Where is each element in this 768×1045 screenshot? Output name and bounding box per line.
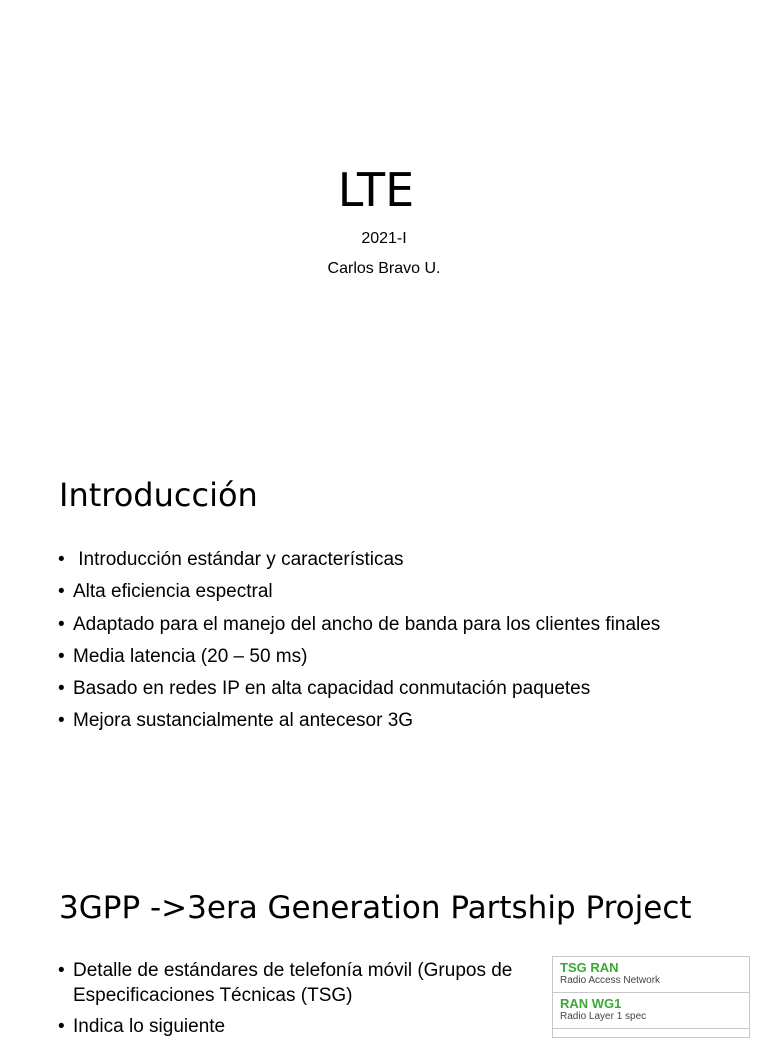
bullet-item xyxy=(58,580,758,612)
bullet-item xyxy=(58,645,758,677)
bullet-icon: • xyxy=(58,581,65,603)
bullet-text: Media latencia (20 – 50 ms) xyxy=(73,645,308,667)
bullet-icon: • xyxy=(58,1016,65,1037)
bullet-text: Adaptado para el manejo del ancho de banda para los clientes finales xyxy=(73,613,661,635)
bullet-text: Mejora sustancialmente al antecesor 3G xyxy=(73,710,414,732)
bullet-list xyxy=(58,958,528,1045)
bullet-text: Alta eficiencia espectral xyxy=(73,581,273,603)
bullet-item xyxy=(58,958,528,1008)
slide-subtitle-author: Carlos Bravo U. xyxy=(327,260,441,277)
tsg-row xyxy=(553,957,749,993)
slide-introduccion xyxy=(0,420,768,820)
bullet-text: Introducción estándar y características xyxy=(73,549,404,570)
slide-title xyxy=(0,0,768,400)
tsg-structure-image xyxy=(552,956,750,1038)
bullet-item xyxy=(58,677,758,709)
bullet-list xyxy=(58,548,758,742)
tsg-name: RAN WG1 xyxy=(560,996,622,1011)
bullet-item xyxy=(58,709,758,741)
tsg-description: Radio Layer 1 spec xyxy=(560,1011,647,1022)
slide-title-heading: LTE xyxy=(337,163,415,217)
tsg-description: Radio Access Network xyxy=(560,975,661,986)
bullet-icon: • xyxy=(58,645,65,667)
bullet-text: Basado en redes IP en alta capacidad conmutación paquetes xyxy=(73,678,591,700)
bullet-item xyxy=(58,548,758,580)
bullet-icon: • xyxy=(58,549,65,570)
tsg-name: TSG RAN xyxy=(560,960,619,975)
slide-heading: Introducción xyxy=(59,476,258,514)
bullet-icon: • xyxy=(58,678,65,700)
slide-subtitle-term: 2021-I xyxy=(361,230,407,247)
bullet-item xyxy=(58,1014,528,1039)
slide-heading: 3GPP ->3era Generation Partship Project xyxy=(59,890,692,926)
tsg-row xyxy=(553,993,749,1029)
bullet-text: Indica lo siguiente xyxy=(73,1016,226,1037)
bullet-icon: • xyxy=(58,613,65,635)
bullet-text: Detalle de estándares de telefonía móvil (Grupos de Especificaciones Técnicas (TSG) xyxy=(73,960,513,1006)
slide-3gpp xyxy=(0,840,768,1037)
bullet-item xyxy=(58,613,758,645)
bullet-icon: • xyxy=(58,710,65,732)
bullet-icon: • xyxy=(58,960,65,981)
